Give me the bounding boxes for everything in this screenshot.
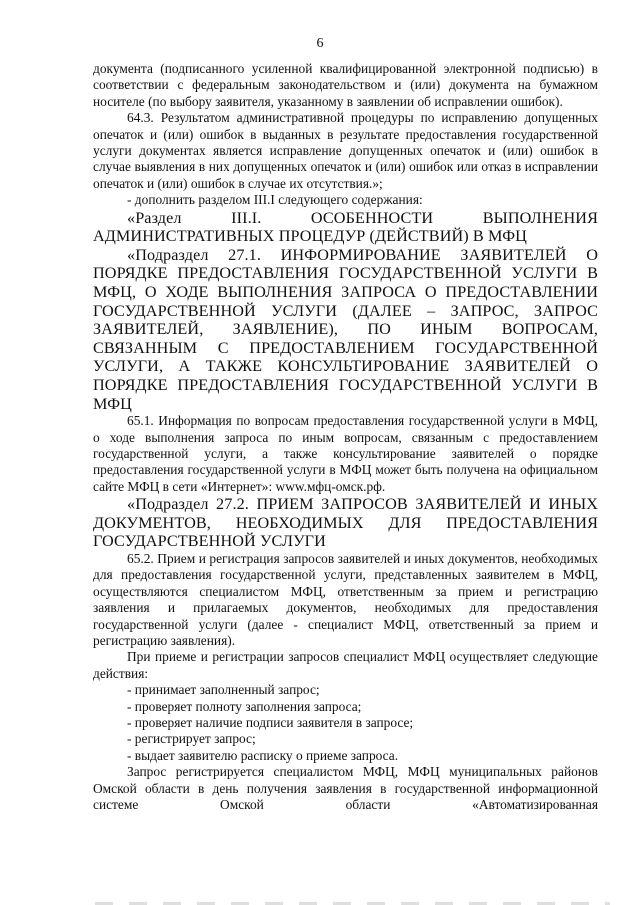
list-item: - принимает заполненный запрос; <box>127 682 320 698</box>
paragraph-64-3: 64.3. Результатом административной процедуры по исправлению допущенных опечаток и (или) ошибок в выданных в результате предоставления государственной услуги документах является исправление допущенных опечаток и (или) ошибок в случае выявления в них допущенных опечаток и (или) ошибок или отказ в исправлении опечаток и (или) ошибок в случае их отсутствия.»; <box>93 110 598 191</box>
paragraph-amendment-intro: - дополнить разделом III.I следующего содержания: <box>127 192 423 208</box>
page-number: 6 <box>316 36 324 51</box>
paragraph-continuation: документа (подписанного усиленной квалифицированной электронной подписью) в соответствии с федеральным законодательством и (или) документа на бумажном носителе (по выбору заявителя, указанному в заявлении об исправлении ошибок). <box>93 61 598 109</box>
paragraph-65-1: 65.1. Информация по вопросам предоставления государственной услуги в МФЦ, о ходе выполнения запроса по иным вопросам, связанным с предоставлением государственной услуги, а также консультирование заявителей о порядке предоставления государственной услуги в МФЦ может быть получена на официальном сайте МФЦ в сети «Интернет»: www.мфц-омск.рф. <box>93 413 598 494</box>
document-body <box>93 61 598 814</box>
subsection-heading-27-1: «Подраздел 27.1. ИНФОРМИРОВАНИЕ ЗАЯВИТЕЛЕЙ О ПОРЯДКЕ ПРЕДОСТАВЛЕНИЯ ГОСУДАРСТВЕННОЙ УСЛУГИ В МФЦ, О ХОДЕ ВЫПОЛНЕНИЯ ЗАПРОСА О ПРЕДОСТАВЛЕНИИ ГОСУДАРСТВЕННОЙ УСЛУГИ (ДАЛЕЕ – ЗАПРОС, ЗАПРОС ЗАЯВИТЕЛЕЙ, ЗАЯВЛЕНИЕ), ПО ИНЫМ ВОПРОСАМ, СВЯЗАННЫМ С ПРЕДОСТАВЛЕНИЕМ ГОСУДАРСТВЕННОЙ УСЛУГИ, А ТАКЖЕ КОНСУЛЬТИРОВАНИЕ ЗАЯВИТЕЛЕЙ О ПОРЯДКЕ ПРЕДОСТАВЛЕНИЯ ГОСУДАРСТВЕННОЙ УСЛУГИ В МФЦ <box>93 245 598 413</box>
list-item: - выдает заявителю расписку о приеме запроса. <box>127 747 399 763</box>
paragraph-actions-intro: При приеме и регистрации запросов специалист МФЦ осуществляет следующие действия: <box>93 649 598 681</box>
list-item: - регистрирует запрос; <box>127 731 256 747</box>
paragraph-65-2: 65.2. Прием и регистрация запросов заявителей и иных документов, необходимых для предоставления государственной услуги, представленных заявителем в МФЦ, осуществляются специалистом МФЦ, ответственным за прием и регистрацию заявления и прилагаемых документов, необходимых для предоставления государственной услуги (далее - специалист МФЦ, ответственный за прием и регистрацию заявления). <box>93 551 598 649</box>
subsection-heading-27-2: «Подраздел 27.2. ПРИЕМ ЗАПРОСОВ ЗАЯВИТЕЛЕЙ И ИНЫХ ДОКУМЕНТОВ, НЕОБХОДИМЫХ ДЛЯ ПРЕДОСТАВЛЕНИЯ ГОСУДАРСТВЕННОЙ УСЛУГИ <box>93 495 598 551</box>
list-item: - проверяет наличие подписи заявителя в запросе; <box>127 715 414 731</box>
paragraph-registration: Запрос регистрируется специалистом МФЦ, МФЦ муниципальных районов Омской области в день получения заявления в государственной информационной системе Омской области «Автоматизированная <box>93 764 598 813</box>
section-heading-3-1: «Раздел III.I. ОСОБЕННОСТИ ВЫПОЛНЕНИЯ АДМИНИСТРАТИВНЫХ ПРОЦЕДУР (ДЕЙСТВИЙ) В МФЦ <box>93 208 598 246</box>
list-item: - проверяет полноту заполнения запроса; <box>127 698 362 714</box>
